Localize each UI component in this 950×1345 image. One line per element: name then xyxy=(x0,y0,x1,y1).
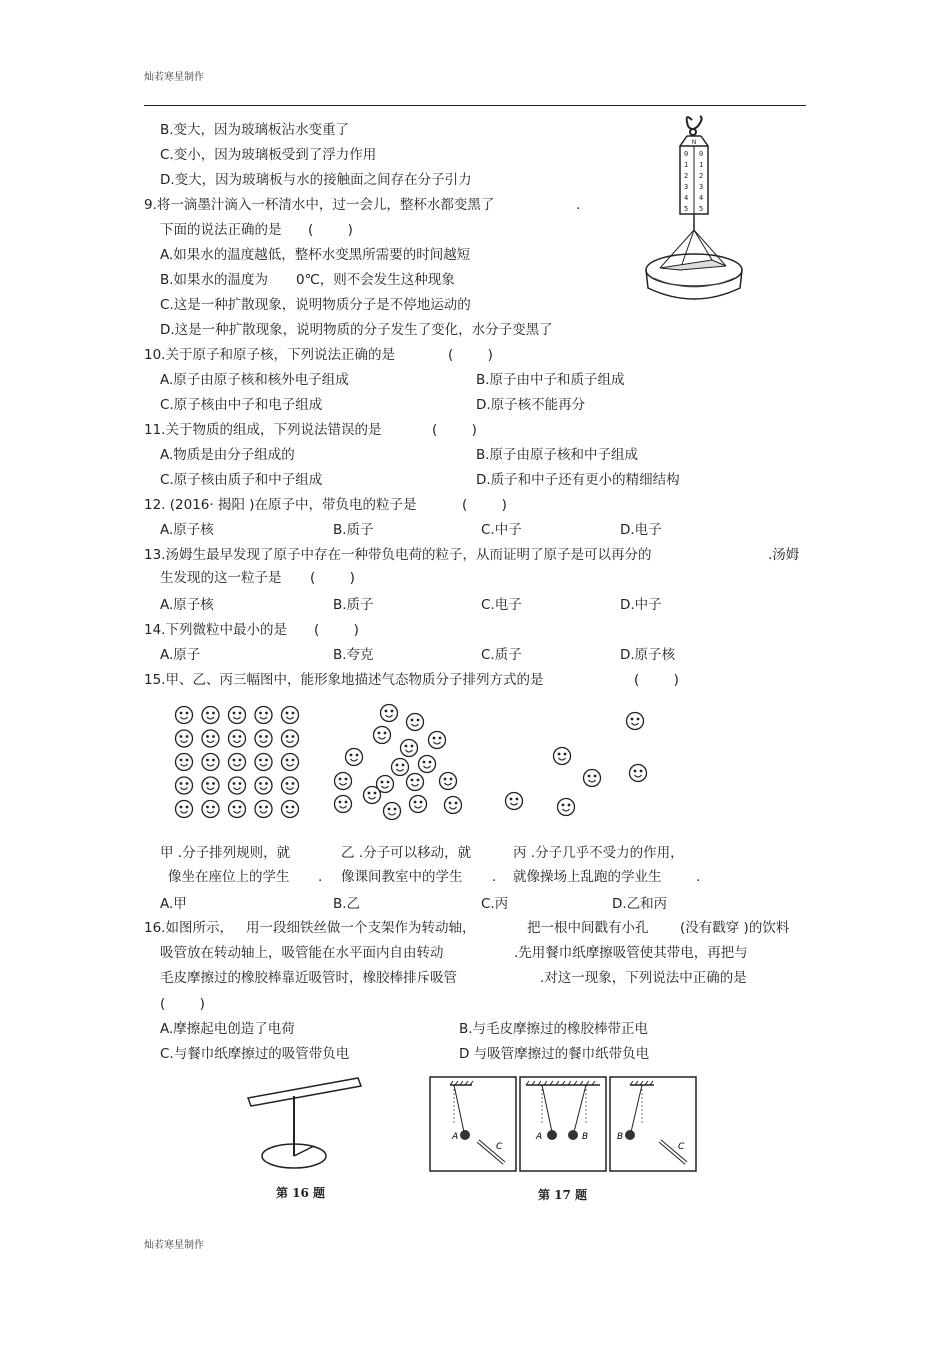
molecule-icon xyxy=(282,777,299,794)
fig17-label: A xyxy=(452,1132,459,1142)
scale-top-letter: N xyxy=(691,139,697,146)
molecule-icon xyxy=(364,787,381,804)
q11-option-d: D.质子和中子还有更小的精细结构 xyxy=(476,472,680,488)
scale-tick-right: 2 xyxy=(699,172,704,180)
molecule-icon xyxy=(407,714,424,731)
q16-stem-line1d: (没有戳穿 )的饮料 xyxy=(680,920,790,936)
q15-jia-end: . xyxy=(318,869,323,885)
q16-option-a: A.摩擦起电创造了电荷 xyxy=(160,1021,295,1037)
molecule-icon xyxy=(202,730,219,747)
q15-yi-line2: 像课间教室中的学生 xyxy=(341,869,463,885)
molecule-icon xyxy=(392,759,409,776)
molecule-icon xyxy=(419,756,436,773)
q15-answer-paren: ( ) xyxy=(634,672,679,688)
scale-tick-right: 1 xyxy=(699,161,704,169)
q12-option-d: D.电子 xyxy=(620,522,662,538)
q8-option-c: C.变小，因为玻璃板受到了浮力作用 xyxy=(160,147,377,163)
molecule-icon xyxy=(407,774,424,791)
q10-stem: 10.关于原子和原子核，下列说法正确的是 xyxy=(144,347,395,363)
molecule-icon xyxy=(282,707,299,724)
q9-option-c: C.这是一种扩散现象，说明物质分子是不停地运动的 xyxy=(160,297,471,313)
q11-stem: 11.关于物质的组成，下列说法错误的是 xyxy=(144,422,382,438)
molecule-icon xyxy=(630,765,647,782)
q12-option-c: C.中子 xyxy=(481,522,522,538)
molecule-icon xyxy=(229,754,246,771)
molecule-icon xyxy=(202,801,219,818)
page-footer: 灿若寒星制作 xyxy=(144,1240,204,1251)
molecule-icon xyxy=(229,707,246,724)
q9-answer-paren: ( ) xyxy=(308,222,353,238)
q12-stem: 12. (2016· 揭阳 )在原子中，带负电的粒子是 xyxy=(144,497,417,513)
q15-option-d: D.乙和丙 xyxy=(612,896,668,912)
q13-option-a: A.原子核 xyxy=(160,597,214,613)
q8-option-b: B.变大，因为玻璃板沾水变重了 xyxy=(160,122,350,138)
q14-stem: 14.下列微粒中最小的是 xyxy=(144,622,287,638)
q15-option-b: B.乙 xyxy=(333,896,361,912)
q13-option-d: D.中子 xyxy=(620,597,662,613)
q15-jia-line1: 甲 .分子排列规则，就 xyxy=(160,845,291,861)
molecule-icon xyxy=(176,730,193,747)
fig16-straw-axis-figure xyxy=(240,1070,370,1180)
molecule-icon xyxy=(229,730,246,747)
q16-stem-line1b: 用一段细铁丝做一个支架作为转动轴， xyxy=(246,920,476,936)
q16-stem-line3a: 毛皮摩擦过的橡胶棒靠近吸管时，橡胶棒排斥吸管 xyxy=(160,970,457,986)
q16-stem-line1c: 把一根中间戳有小孔 xyxy=(527,920,649,936)
fig17-label: A xyxy=(536,1132,543,1142)
q15-bing-line1: 丙 .分子几乎不受力的作用， xyxy=(513,845,684,861)
fig16-caption: 第 16 题 xyxy=(276,1186,326,1200)
scale-tick-right: 5 xyxy=(699,205,704,213)
molecule-icon xyxy=(229,801,246,818)
molecule-icon xyxy=(229,777,246,794)
q9-stem-line1: 9.将一滴墨汁滴入一杯清水中，过一会儿，整杯水都变黑了 xyxy=(144,197,495,213)
scale-tick-right: 0 xyxy=(699,150,704,158)
q16-stem-line2a: 吸管放在转动轴上，吸管能在水平面内自由转动 xyxy=(160,945,444,961)
q13-stem-line1: 13.汤姆生最早发现了原子中存在一种带负电荷的粒子，从而证明了原子是可以再分的 xyxy=(144,547,652,563)
molecule-icon xyxy=(202,777,219,794)
molecule-icon xyxy=(255,777,272,794)
scale-tick-left: 1 xyxy=(684,161,689,169)
molecule-icon xyxy=(255,801,272,818)
fig17-caption: 第 17 题 xyxy=(538,1188,588,1202)
fig17-label: C xyxy=(496,1142,503,1152)
q15-option-a: A.甲 xyxy=(160,896,187,912)
scale-tick-right: 4 xyxy=(699,194,704,202)
molecule-icon xyxy=(335,796,352,813)
molecule-icon xyxy=(176,777,193,794)
molecule-icon xyxy=(282,730,299,747)
molecule-icon xyxy=(445,797,462,814)
q9-option-a: A.如果水的温度越低，整杯水变黑所需要的时间越短 xyxy=(160,247,471,263)
fig17-label: C xyxy=(678,1142,685,1152)
q11-option-a: A.物质是由分子组成的 xyxy=(160,447,295,463)
spring-scale-figure xyxy=(640,110,750,310)
q13-stem-line2: 生发现的这一粒子是 xyxy=(160,570,282,586)
molecule-icon xyxy=(627,713,644,730)
molecule-icon xyxy=(410,796,427,813)
molecule-icon xyxy=(554,748,571,765)
scale-tick-left: 3 xyxy=(684,183,689,191)
scale-tick-left: 0 xyxy=(684,150,689,158)
q10-option-a: A.原子由原子核和核外电子组成 xyxy=(160,372,349,388)
molecule-arrangement-figure xyxy=(160,700,680,830)
scale-tick-left: 5 xyxy=(684,205,689,213)
fig17-label: B xyxy=(582,1132,589,1142)
scale-tick-right: 3 xyxy=(699,183,704,191)
q13-answer-paren: ( ) xyxy=(310,570,355,586)
q15-jia-line2: 像坐在座位上的学生 xyxy=(168,869,290,885)
q11-option-b: B.原子由原子核和中子组成 xyxy=(476,447,639,463)
q13-stem-line1-end: .汤姆 xyxy=(768,547,800,563)
molecule-icon xyxy=(202,754,219,771)
q9-option-b-part2: 0℃，则不会发生这种现象 xyxy=(296,272,455,288)
molecule-icon xyxy=(176,754,193,771)
molecule-icon xyxy=(255,730,272,747)
fig17-pendulum-figure xyxy=(428,1075,698,1175)
q16-stem-line1a: 16.如图所示， xyxy=(144,920,233,936)
molecule-icon xyxy=(282,754,299,771)
q16-option-b: B.与毛皮摩擦过的橡胶棒带正电 xyxy=(459,1021,649,1037)
q15-stem: 15.甲、乙、丙三幅图中，能形象地描述气态物质分子排列方式的是 xyxy=(144,672,544,688)
q12-answer-paren: ( ) xyxy=(462,497,507,513)
molecule-icon xyxy=(506,793,523,810)
fig17-label: B xyxy=(617,1132,624,1142)
q15-option-c: C.丙 xyxy=(481,896,509,912)
q11-answer-paren: ( ) xyxy=(432,422,477,438)
q15-yi-end: . xyxy=(492,869,497,885)
q10-option-d: D.原子核不能再分 xyxy=(476,397,586,413)
molecule-icon xyxy=(558,799,575,816)
q9-option-d: D.这是一种扩散现象，说明物质的分子发生了变化，水分子变黑了 xyxy=(160,322,553,338)
q9-option-b-part1: B.如果水的温度为 xyxy=(160,272,269,288)
molecule-icon xyxy=(255,754,272,771)
q16-stem-line2b: .先用餐巾纸摩擦吸管使其带电，再把与 xyxy=(514,945,748,961)
q8-option-d: D.变大，因为玻璃板与水的接触面之间存在分子引力 xyxy=(160,172,472,188)
molecule-icon xyxy=(335,773,352,790)
q11-option-c: C.原子核由质子和中子组成 xyxy=(160,472,323,488)
q13-option-b: B.质子 xyxy=(333,597,374,613)
q10-option-b: B.原子由中子和质子组成 xyxy=(476,372,625,388)
molecule-icon xyxy=(202,707,219,724)
q16-option-d: D 与吸管摩擦过的餐巾纸带负电 xyxy=(459,1046,650,1062)
molecule-icon xyxy=(374,727,391,744)
header-rule xyxy=(144,105,806,106)
molecule-icon xyxy=(282,801,299,818)
scale-tick-left: 4 xyxy=(684,194,689,202)
molecule-icon xyxy=(176,801,193,818)
q14-option-d: D.原子核 xyxy=(620,647,676,663)
q13-option-c: C.电子 xyxy=(481,597,522,613)
q10-option-c: C.原子核由中子和电子组成 xyxy=(160,397,323,413)
molecule-icon xyxy=(381,705,398,722)
molecule-icon xyxy=(440,773,457,790)
q15-yi-line1: 乙 .分子可以移动，就 xyxy=(341,845,472,861)
q15-bing-line2: 就像操场上乱跑的学业生 xyxy=(513,869,662,885)
molecule-icon xyxy=(584,770,601,787)
scale-tick-left: 2 xyxy=(684,172,689,180)
molecule-icon xyxy=(346,749,363,766)
q16-option-c: C.与餐巾纸摩擦过的吸管带负电 xyxy=(160,1046,350,1062)
q16-answer-paren: ( ) xyxy=(160,996,205,1012)
molecule-icon xyxy=(429,732,446,749)
molecule-icon xyxy=(255,707,272,724)
page-header: 灿若寒星制作 xyxy=(144,72,204,83)
q14-answer-paren: ( ) xyxy=(314,622,359,638)
q14-option-c: C.质子 xyxy=(481,647,522,663)
molecule-icon xyxy=(176,707,193,724)
q14-option-a: A.原子 xyxy=(160,647,201,663)
q12-option-a: A.原子核 xyxy=(160,522,214,538)
q15-bing-end: . xyxy=(696,869,701,885)
molecule-icon xyxy=(401,740,418,757)
molecule-icon xyxy=(384,803,401,820)
q9-stem-line1-end: . xyxy=(576,197,581,213)
q12-option-b: B.质子 xyxy=(333,522,374,538)
q16-stem-line3b: .对这一现象，下列说法中正确的是 xyxy=(540,970,747,986)
q10-answer-paren: ( ) xyxy=(448,347,493,363)
q9-stem-line2: 下面的说法正确的是 xyxy=(160,222,282,238)
q14-option-b: B.夸克 xyxy=(333,647,374,663)
